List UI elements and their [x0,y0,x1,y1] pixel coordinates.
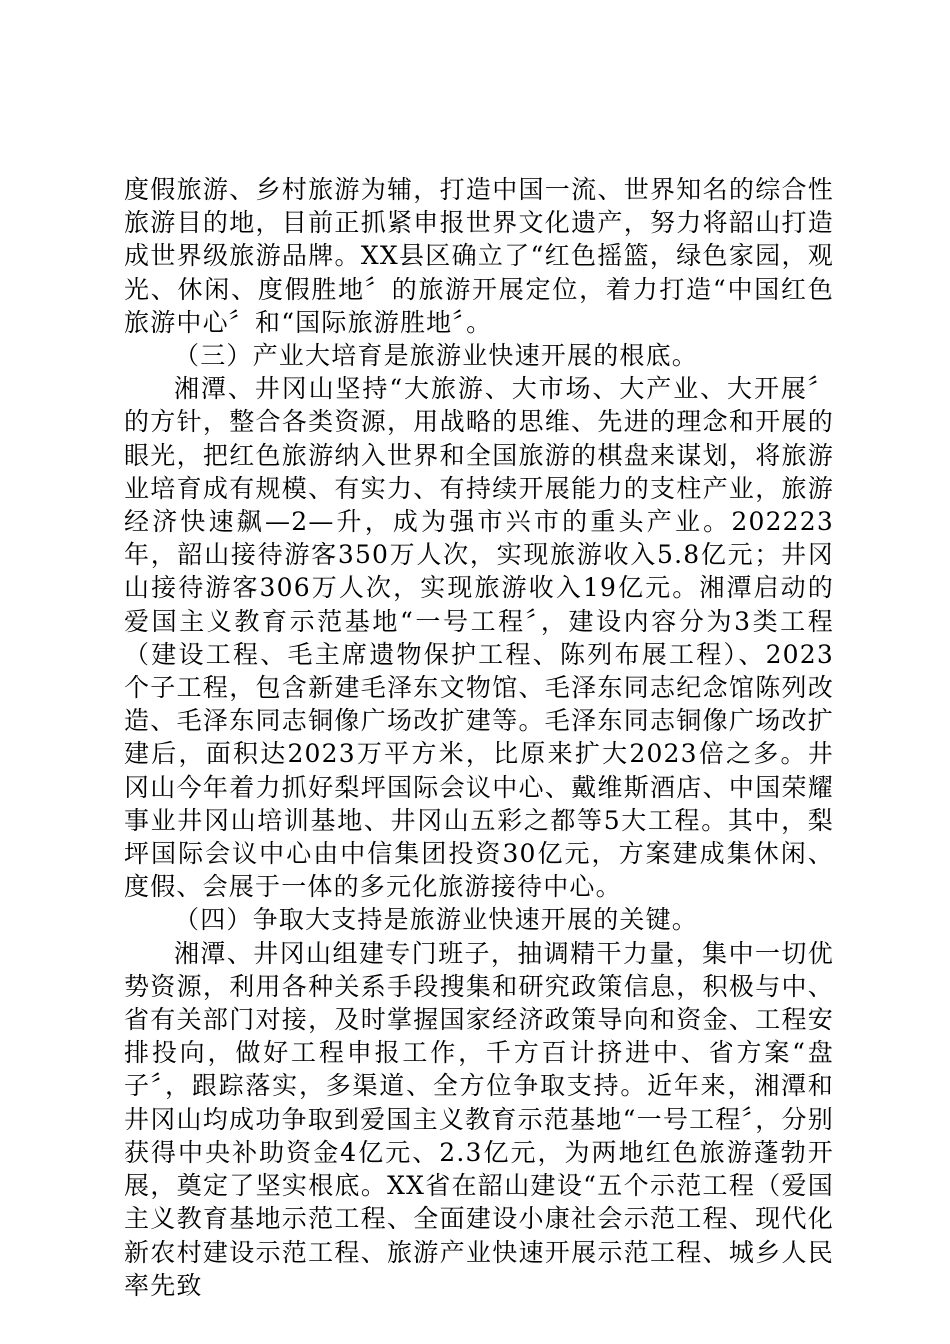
paragraph-support: 湘潭、井冈山组建专门班子，抽调精干力量，集中一切优势资源，利用各种关系手段搜集和研究政策信息，积极与中、省有关部门对接，及时掌握国家经济政策导向和资金、工程安排投向，做好工程申报工作，千方百计挤进中、省方案“盘子〞，跟踪落实，多渠道、全方位争取支持。近年来，湘潭和井冈山均成功争取到爱国主义教育示范基地“一号工程〞，分别获得中央补助资金4亿元、2.3亿元，为两地红色旅游蓬勃开展，奠定了坚实根底。XX省在韶山建设“五个示范工程（爱国主义教育基地示范工程、全面建设小康社会示范工程、现代化新农村建设示范工程、旅游产业快速开展示范工程、城乡人民率先致 [124,938,834,1300]
paragraph-industry: 湘潭、井冈山坚持“大旅游、大市场、大产业、大开展〞的方针，整合各类资源，用战略的思维、先进的理念和开展的眼光，把红色旅游纳入世界和全国旅游的棋盘来谋划，将旅游业培育成有规模、有实力、有持续开展能力的支柱产业，旅游经济快速飙—2—升，成为强市兴市的重头产业。202223年，韶山接待游客350万人次，实现旅游收入5.8亿元；井冈山接待游客306万人次，实现旅游收入19亿元。湘潭启动的爱国主义教育示范基地“一号工程〞，建设内容分为3类工程（建设工程、毛主席遗物保护工程、陈列布展工程）、2023个子工程，包含新建毛泽东文物馆、毛泽东同志纪念馆陈列改造、毛泽东同志铜像广场改扩建等。毛泽东同志铜像广场改扩建后，面积达2023万平方米，比原来扩大2023倍之多。井冈山今年着力抓好梨坪国际会议中心、戴维斯酒店、中国荣耀事业井冈山培训基地、井冈山五彩之都等5大工程。其中，梨坪国际会议中心由中信集团投资30亿元，方案建成集休闲、度假、会展于一体的多元化旅游接待中心。 [124,374,834,902]
section-heading-four: （四）争取大支持是旅游业快速开展的关键。 [174,905,699,935]
document-page [124,173,834,1302]
section-heading-three: （三）产业大培育是旅游业快速开展的根底。 [174,341,699,371]
paragraph-continued: 度假旅游、乡村旅游为辅，打造中国一流、世界知名的综合性旅游目的地，目前正抓紧申报世界文化遗产，努力将韶山打造成世界级旅游品牌。XX县区确立了“红色摇篮，绿色家园，观光、休闲、度假胜地〞的旅游开展定位，着力打造“中国红色旅游中心〞和“国际旅游胜地〞。 [124,175,834,337]
